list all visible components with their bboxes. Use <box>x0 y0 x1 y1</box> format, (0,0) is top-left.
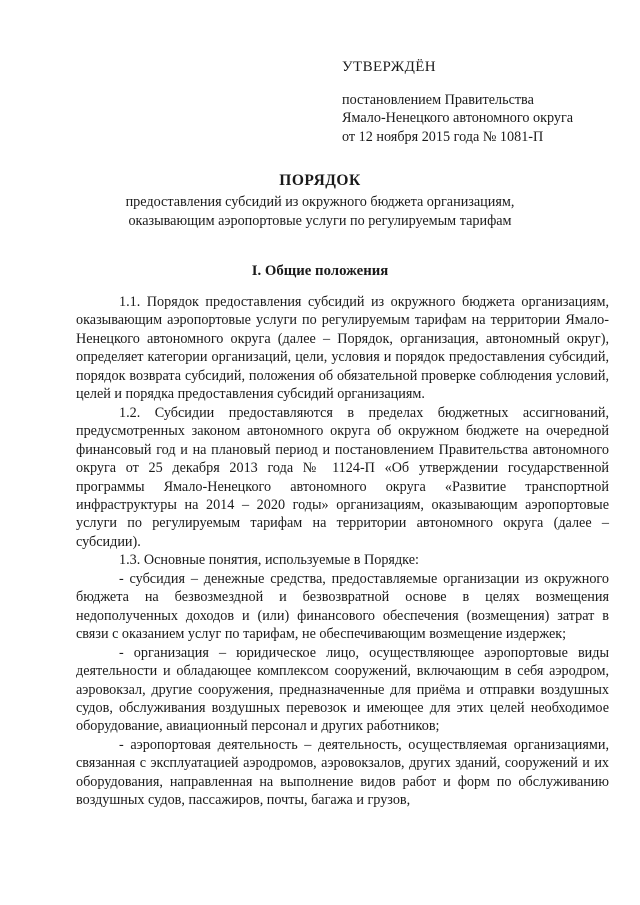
document-title: ПОРЯДОК <box>279 172 361 189</box>
approval-stamp: УТВЕРЖДЁН <box>342 59 437 75</box>
approval-block <box>342 58 573 146</box>
definition-airport-activity: - аэропортовая деятельность – деятельность, осуществляемая организациями, связанная с эксплуатацией аэродромов, аэровокзалов, других зданий, сооружений и их оборудования, направленная на выполнение видов работ и форм по обслуживанию воздушных судов, пассажиров, почты, багажа и грузов, <box>76 736 609 809</box>
document-subtitle <box>0 193 640 230</box>
paragraph-1-3: 1.3. Основные понятия, используемые в Порядке: <box>119 552 419 569</box>
approval-line: постановлением Правительства <box>342 91 534 108</box>
approval-line: Ямало-Ненецкого автономного округа <box>342 110 574 127</box>
document-body <box>76 293 609 810</box>
definition-organization: - организация – юридическое лицо, осуществляющее аэропортовые виды деятельности и обладающее комплексом сооружений, включающим в себя аэродром, аэровокзал, другие сооружения, предназначенные для приёма и отправки воздушных судов, обслуживания воздушных перевозок и имеющее для этих целей необходимое оборудование, авиационный персонал и других работников; <box>76 644 609 735</box>
definition-subsidy: - субсидия – денежные средства, предоставляемые организации из окружного бюджета на безвозмездной и безвозвратной основе в целях возмещения недополученных доходов и (или) финансового обеспечения (возмещения) затрат в связи с оказанием услуг по тарифам, не обеспечивающим возмещение издержек; <box>76 570 609 643</box>
approval-line: от 12 ноября 2015 года № 1081-П <box>342 128 544 145</box>
paragraph-1-2: 1.2. Субсидии предоставляются в пределах бюджетных ассигнований, предусмотренных законом автономного округа об окружном бюджете на очередной финансовый год и на плановый период и постановлением Правительства автономного округа от 25 декабря 2013 года № 1124-П «Об утверждении государственной программы Ямало-Ненецкого автономного округа «Развитие транспортной инфраструктуры на 2014 – 2020 годы» организациям, оказывающим аэропортовые услуги по регулируемым тарифам на территории автономного округа (далее – субсидии). <box>76 404 609 550</box>
section-heading: I. Общие положения <box>251 263 389 279</box>
paragraph-1-1: 1.1. Порядок предоставления субсидий из окружного бюджета организациям, оказывающим аэропортовые услуги по регулируемым тарифам на территории Ямало-Ненецкого автономного округа (далее – Порядок, организация, автономный округ), определяет категории организаций, цели, условия и порядок предоставления субсидий, порядок возврата субсидий, положения об обязательной проверке соблюдения условий, целей и порядка предоставления субсидий организациям. <box>76 294 609 403</box>
subtitle-line: предоставления субсидий из окружного бюджета организациям, <box>125 194 515 210</box>
subtitle-line: оказывающим аэропортовые услуги по регулируемым тарифам <box>128 212 512 229</box>
